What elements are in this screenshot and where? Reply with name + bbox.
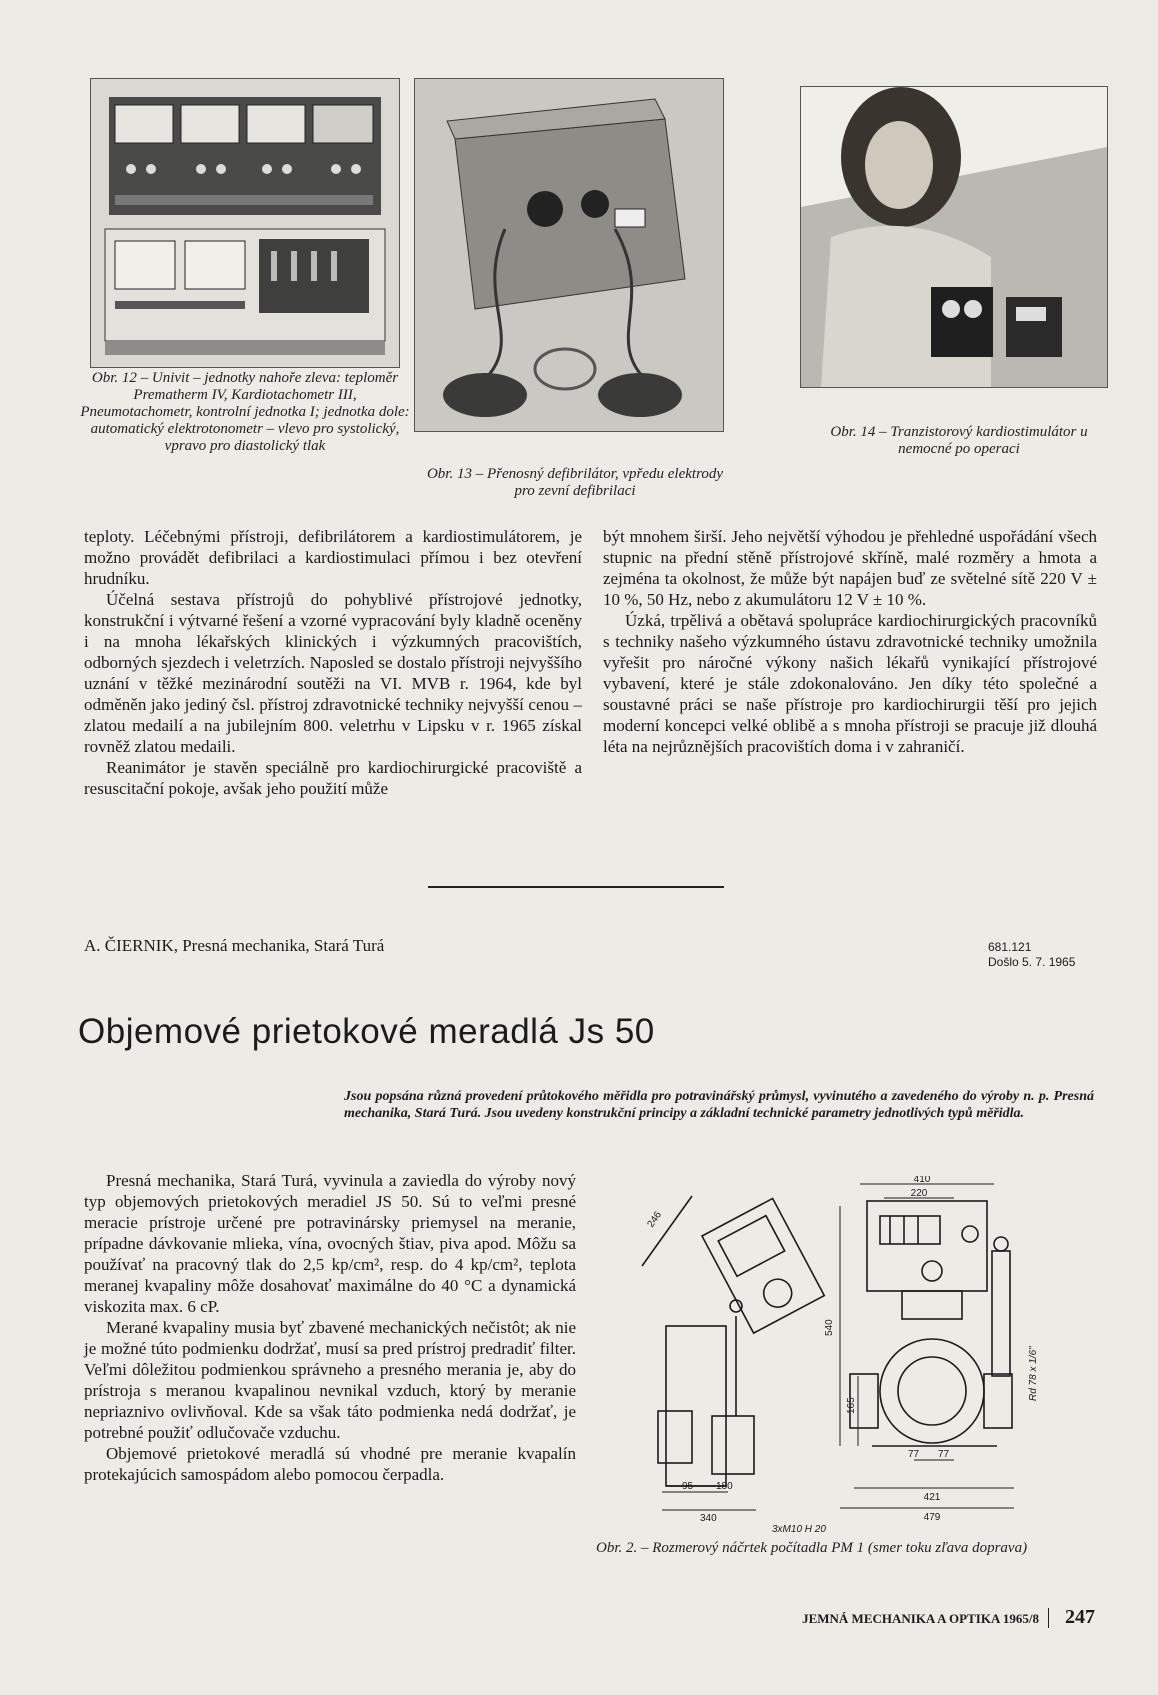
figure-13-caption: Obr. 13 – Přenosný defibrilátor, vpředu elektrody pro zevní defibrilaci <box>426 466 724 499</box>
article2-paragraph-3: Objemové prietokové meradlá sú vhodné pre meranie kvapalín protekajúcich samospádom alebo pomocou čerpadla. <box>84 1444 576 1484</box>
received-date: Došlo 5. 7. 1965 <box>988 955 1076 969</box>
figure-13-illustration <box>415 79 723 431</box>
article1-right-paragraph-1: být mnohem širší. Jeho největší výhodou je přehledné uspořádání všech stupnic na přední stěně přístrojové skříně, malé rozměry a hmota a zejména ta okolnost, že může být napájen buď ze světelné sítě 220 V ± 10 %, 50 Hz, nebo z akumulátoru 12 V ± 10 %. <box>603 527 1097 609</box>
dim-165: 165 <box>846 1397 857 1414</box>
dim-479: 479 <box>923 1512 941 1523</box>
article1-left-paragraph-3: Reanimátor je stavěn speciálně pro kardiochirurgické pracoviště a resuscitační pokoje, avšak jeho použití může <box>84 758 582 798</box>
dim-410: 410 <box>913 1176 931 1185</box>
dim-thread: 3xM10 H 20 <box>772 1524 826 1535</box>
udc-code: 681.121 <box>988 940 1032 954</box>
article1-left-column <box>84 526 582 799</box>
article2-paragraph-2: Merané kvapaliny musia byť zbavené mechanických nečistôt; ak nie je možné túto podmienku dodržať, musí sa pred prístroj predradiť filter. Veľmi dôležitou podmienkou správneho a presného merania je, aby do prístroja s meranou kvapalinou nevnikal vzduch, ktorý by meranie nepriaznivo ovlivňoval. Kde sa však táto podmienka nedá dodržať, je potrebné použiť odlučovače vzduchu. <box>84 1318 576 1442</box>
figure-2-svg <box>632 1176 1102 1536</box>
dim-540: 540 <box>824 1319 835 1336</box>
article1-left-paragraph-1: teploty. Léčebnými přístroji, defibrilátorem a kardiostimulátorem, je možno provádět defibrilaci a kardiostimulaci přímou i bez otevření hrudníku. <box>84 527 582 588</box>
journal-footer <box>776 1606 1101 1630</box>
article1-right-column <box>603 526 1097 757</box>
author-byline: A. ČIERNIK, Presná mechanika, Stará Turá <box>84 936 385 955</box>
figure-14-photo <box>800 86 1108 388</box>
figure-12-illustration <box>91 79 399 367</box>
dim-180: 180 <box>716 1481 733 1492</box>
dim-246: 246 <box>645 1209 665 1230</box>
article1-left-paragraph-2: Účelná sestava přístrojů do pohyblivé přístrojové jednotky, konstrukční i výtvarné řešení a vzorné vypracování byly kladně oceněny i na mnoha lékařských klinických i výzkumných pracovištích, odborných sjezdech i veletrzích. Naposled se dostalo přístroji nejvyššího uznání v těžké mezinárodní soutěži na VI. MVB r. 1964, kde byl odměněn jako jediný čsl. přístroj zdravotnické techniky nejvyšší cenou – zlatou medailí a na jubilejním 800. veletrhu v Lipsku v r. 1965 získal rovněž zlatou medaili. <box>84 590 582 756</box>
figure-13-photo <box>414 78 724 432</box>
article-title: Objemové prietokové meradlá Js 50 <box>78 1012 655 1051</box>
figure-14-illustration <box>801 87 1107 387</box>
page-number: 247 <box>1065 1606 1095 1628</box>
dim-77-left: 77 <box>908 1449 920 1460</box>
dim-421: 421 <box>923 1492 941 1503</box>
dim-side-thread: Rd 78 x 1/6" <box>1028 1346 1039 1401</box>
figure-2-caption: Obr. 2. – Rozmerový náčrtek počítadla PM 1 (smer toku zľava doprava) <box>596 1540 1028 1556</box>
article-abstract: Jsou popsána různá provedení průtokového měřidla pro potravinářský průmysl, vyvinutého a zavedeného do výroby n. p. Presná mechanika, Stará Turá. Jsou uvedeny konstrukční principy a základní technické parametry jednotlivých typů měřidla. <box>344 1089 1094 1121</box>
article2-body <box>84 1170 576 1485</box>
journal-name: JEMNÁ MECHANIKA A OPTIKA 1965/8 <box>802 1611 1039 1626</box>
dim-77-right: 77 <box>938 1449 950 1460</box>
dim-340: 340 <box>700 1513 717 1524</box>
article2-paragraph-1: Presná mechanika, Stará Turá, vyvinula a zaviedla do výroby nový typ objemových prietokových meradiel JS 50. Sú to veľmi presné meracie prístroje určené pre potravinársky priemysel na meranie, prípadne dávkovanie mlieka, vína, ovocných štiav, piva apod. Môžu sa používať na pracovný tlak do 2,5 kp/cm², resp. do 4 kp/cm², teplota meranej kvapaliny môže dosahovať maximálne do 40 °C a dynamická viskozita max. 6 cP. <box>84 1171 576 1316</box>
article1-right-paragraph-2: Úzká, trpělivá a obětavá spolupráce kardiochirurgických pracovníků s techniky našeho výzkumného ústavu zdravotnické techniky umožnila vyřešit pro náročné výkony našich lékařů vynikající přístrojové vybavení, které je stále zdokonalováno. Jen díky této společné a soustavné práci se naše přístroje pro kardiochirurgii těší pro jejich moderní koncepci velké oblibě a s mnoha přístroji se pracuje již dlouhá léta na nejrůznějších pracovištích doma i v zahraničí. <box>603 611 1097 756</box>
figure-2-drawing <box>632 1176 1102 1536</box>
figure-14-caption: Obr. 14 – Tranzistorový kardiostimulátor u nemocné po operaci <box>830 424 1088 457</box>
article-separator-rule <box>428 886 724 888</box>
dim-95: 95 <box>682 1481 694 1492</box>
footer-divider <box>1048 1608 1049 1628</box>
figure-12-photo <box>90 78 400 368</box>
figure-12-caption: Obr. 12 – Univit – jednotky nahoře zleva: teploměr Prematherm IV, Kardiotachometr III, Pneumotachometr, kontrolní jednotka I; jednotka dole: automatický elektrotonometr – vlevo pro systolický, vpravo pro diastolický tlak <box>80 370 410 454</box>
dim-220: 220 <box>910 1188 928 1199</box>
